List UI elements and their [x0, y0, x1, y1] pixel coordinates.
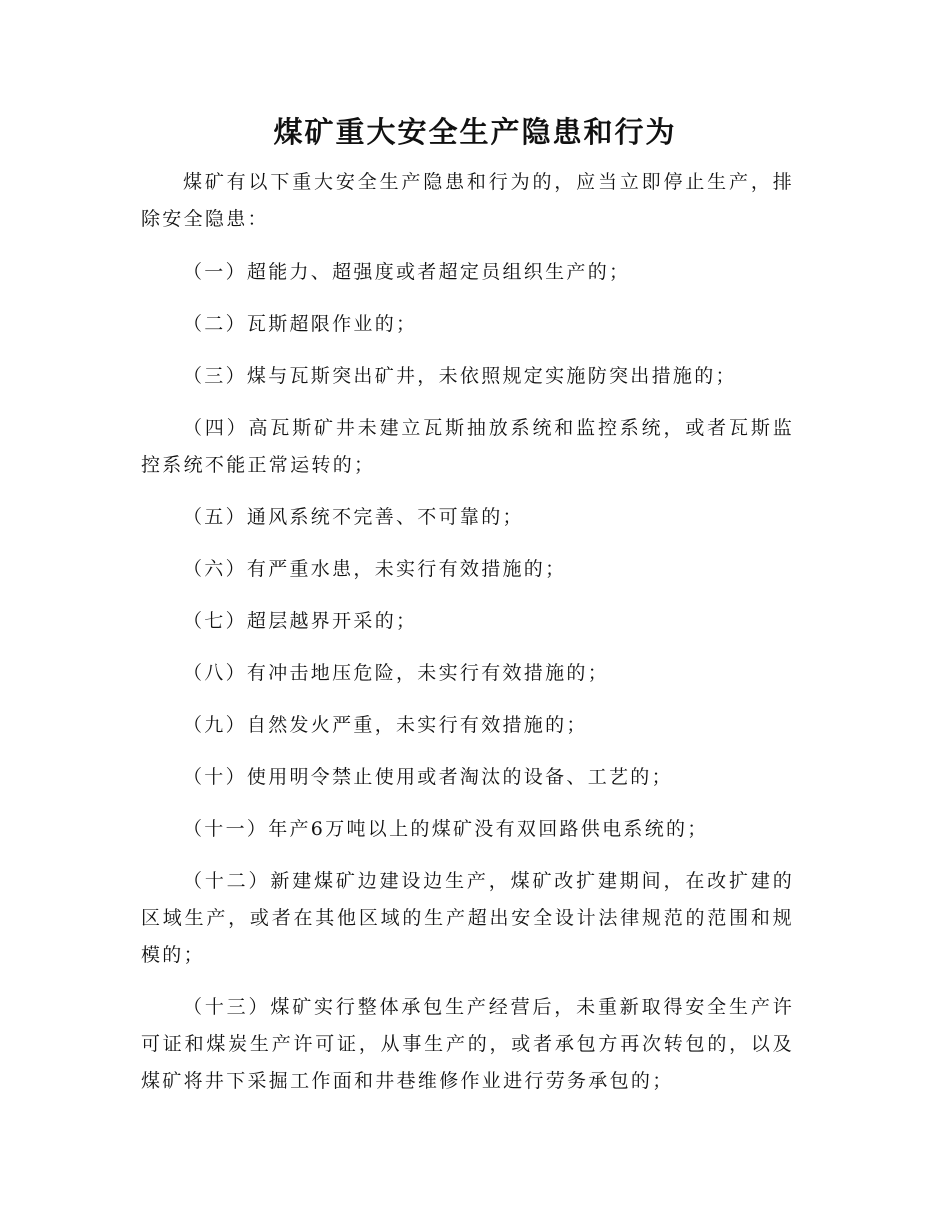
hazard-item-10: （十）使用明令禁止使用或者淘汰的设备、工艺的；: [183, 766, 673, 788]
hazard-item-1: （一）超能力、超强度或者超定员组织生产的；: [183, 261, 631, 283]
hazard-item-2: （二）瓦斯超限作业的；: [183, 313, 418, 335]
hazard-item-4: （四）高瓦斯矿井未建立瓦斯抽放系统和监控系统，或者瓦斯监控系统不能正常运转的；: [141, 417, 794, 476]
hazard-item-11: （十一）年产6万吨以上的煤矿没有双回路供电系统的；: [183, 818, 709, 840]
hazard-item-5: （五）通风系统不完善、不可靠的；: [183, 506, 524, 528]
hazard-item-3: （三）煤与瓦斯突出矿井，未依照规定实施防突出措施的；: [183, 365, 737, 387]
hazard-item-7: （七）超层越界开采的；: [183, 610, 418, 632]
hazard-item-8: （八）有冲击地压危险，未实行有效措施的；: [183, 662, 610, 684]
hazard-item-9: （九）自然发火严重，未实行有效措施的；: [183, 714, 588, 736]
document-body: [141, 164, 794, 1115]
document-title: 煤矿重大安全生产隐患和行为: [273, 115, 677, 149]
hazard-item-12: （十二）新建煤矿边建设边生产，煤矿改扩建期间，在改扩建的区域生产，或者在其他区域的生产超出安全设计法律规范的范围和规模的；: [141, 870, 794, 966]
intro-paragraph: 煤矿有以下重大安全生产隐患和行为的，应当立即停止生产，排除安全隐患：: [141, 171, 794, 230]
hazard-item-13: （十三）煤矿实行整体承包生产经营后，未重新取得安全生产许可证和煤炭生产许可证，从事生产的，或者承包方再次转包的，以及煤矿将井下采掘工作面和井巷维修作业进行劳务承包的；: [141, 996, 794, 1092]
hazard-item-6: （六）有严重水患，未实行有效措施的；: [183, 558, 567, 580]
